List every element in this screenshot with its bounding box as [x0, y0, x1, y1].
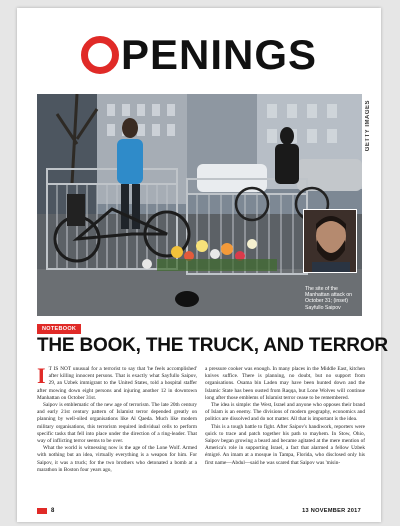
- article-paragraph: I T IS NOT unusual for a terrorist to say that 'he feels accomplished' after killing innocent persons. That is exactly what Sayfullo Saipov, 29, an Uzbek immigrant to the United States, told a hospital staffer after mowing down eight persons and injuring another 12 in downtown Manhattan on October 31st.: [37, 363, 197, 401]
- article-column-right: [205, 366, 365, 467]
- page-number: 8: [51, 508, 55, 514]
- kicker-badge: NOTEBOOK: [37, 324, 81, 334]
- magazine-logo-icon: [37, 508, 47, 514]
- section-title: [17, 31, 381, 79]
- title-o-ring: [81, 36, 119, 74]
- lead-photo: [37, 94, 362, 316]
- issue-date: 13 NOVEMBER 2017: [302, 508, 361, 514]
- street-scene-illustration: [37, 94, 362, 316]
- article-paragraph: Saipov is emblematic of the new age of terrorism. The late 20th century and early 21st century pattern of Islamist terror depended greatly on planning by well-oiled organisations like Al Qaeda. Much like modern military organisations, this terrorism required individual cells to perform specific tasks that fell into place under the direction of a ring-leader. That way of inflicting terror seems to be over.: [37, 402, 197, 445]
- photo-credit: GETTY IMAGES: [365, 100, 371, 152]
- photo-caption: The site of the Manhattan attack on October 31; (inset) Sayfullo Saipov: [305, 286, 353, 311]
- article-headline: THE BOOK, THE TRUCK, AND TERROR: [37, 335, 388, 356]
- footer-page-info: [37, 508, 54, 514]
- article-column-left: [37, 363, 197, 474]
- drop-cap: I: [37, 363, 46, 388]
- inset-portrait: [303, 209, 357, 273]
- article-paragraph: This is a tough battle to fight. After Saipov's handiwork, reporters were quick to trace and patch together his path to mayhem. In Stow, Ohio, Saipov began growing a beard and became agitated at the mere mention of America's role in supporting Israel, a fact that alarmed a fellow Uzbek émigré. An imam at a mosque in Tampa, Florida, who disclosed only his first name—Abdul—said he was scared that Saipov was 'misin-: [205, 423, 365, 466]
- portrait-illustration: [304, 210, 357, 273]
- article-paragraph: The idea is simple: the West, Israel and anyone who opposes their brand of Islam is an enemy. The divisions of modern geography, economics and politics are dissolved and do not matter. All that is important is the idea.: [205, 402, 365, 423]
- article-paragraph: What the world is witnessing now is the age of the Lone Wolf. Armed with nothing but an idea, virtually everything is a weapon for him. For Saipov, it was a truck; for the two brothers who detonated a bomb at a marathon in Boston four years ago,: [37, 445, 197, 473]
- magazine-page: [17, 8, 388, 522]
- section-title-text: PENINGS: [120, 31, 318, 78]
- article-paragraph: a pressure cooker was enough. In many places in the Middle East, kitchen knives suffice. There is planning, no doubt, but no support from organisations. Osama bin Laden may have been hunted down and the Islamic State has been ousted from Raqqa, but Lone Wolves will continue long after those emblems of Islamist terror cease to be remembered.: [205, 366, 365, 401]
